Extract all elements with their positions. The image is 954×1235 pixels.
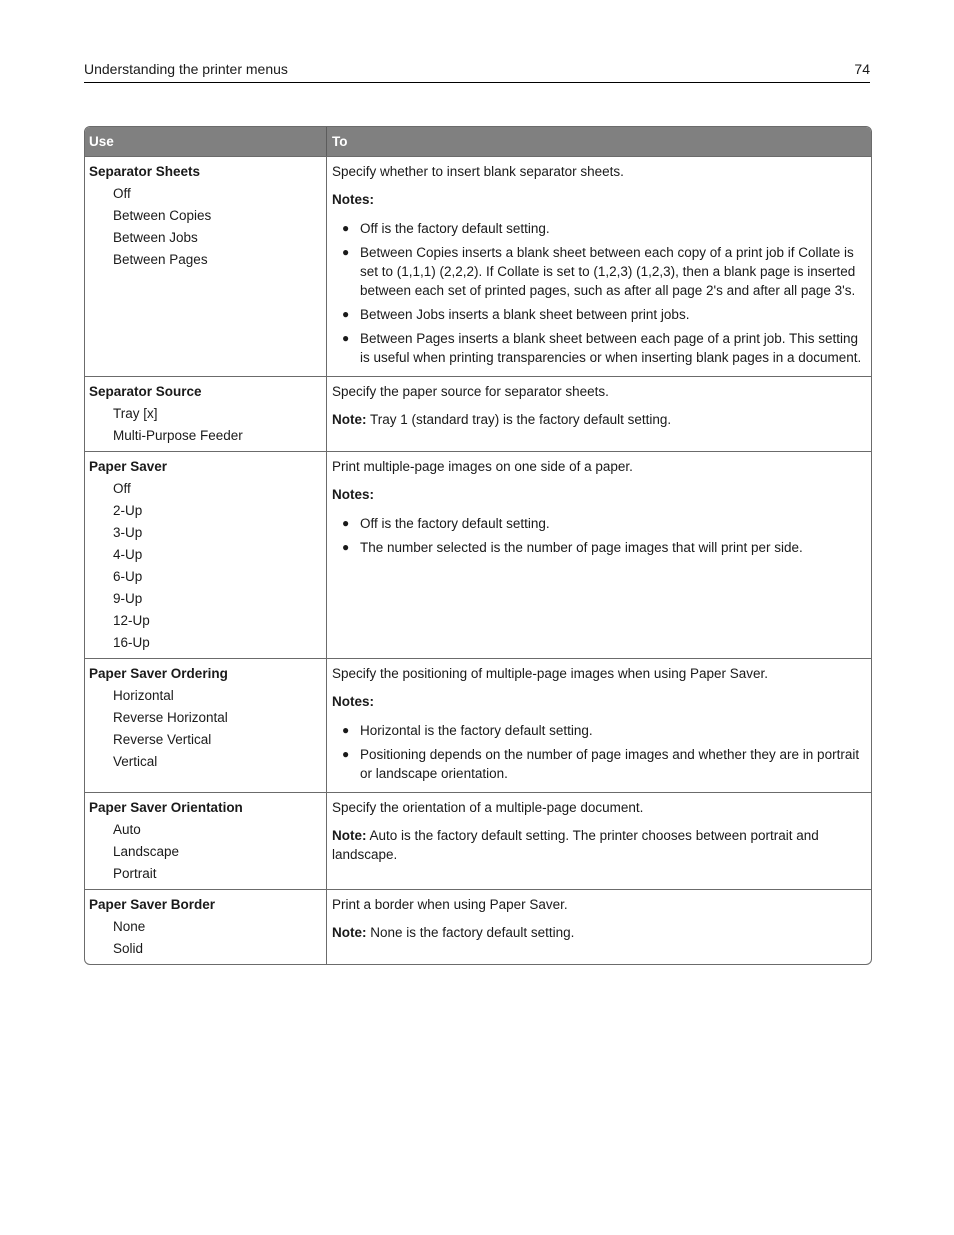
list-item	[332, 305, 865, 324]
setting-option: Portrait	[113, 866, 157, 881]
note-label: Note:	[332, 412, 367, 427]
note-text: Off is the factory default setting.	[360, 221, 550, 236]
column-header-to: To	[332, 134, 348, 149]
bullet-icon: ●	[342, 331, 350, 345]
menu-table	[84, 126, 872, 965]
note	[332, 410, 865, 429]
setting-cell	[85, 890, 327, 964]
description-cell	[327, 890, 871, 964]
notes-label: Notes:	[332, 694, 375, 709]
setting-option: Off	[113, 186, 131, 201]
setting-option: Multi-Purpose Feeder	[113, 428, 243, 443]
table-row	[85, 156, 871, 376]
description-cell	[327, 377, 871, 451]
list-item	[332, 745, 865, 783]
setting-option: Solid	[113, 941, 144, 956]
bullet-icon: ●	[342, 540, 350, 554]
table-row	[85, 792, 871, 889]
setting-name: Separator Source	[89, 384, 202, 399]
notes-label: Notes:	[332, 487, 375, 502]
table-row	[85, 889, 871, 964]
notes-list	[332, 721, 865, 783]
setting-name: Paper Saver Orientation	[89, 800, 243, 815]
bullet-icon: ●	[342, 516, 350, 530]
bullet-icon: ●	[342, 723, 350, 737]
note-text: None is the factory default setting.	[366, 925, 575, 940]
setting-description: Specify the orientation of a multiple-page document.	[332, 800, 644, 815]
list-item	[332, 721, 865, 740]
note-text: The number selected is the number of page images that will print per side.	[360, 540, 803, 555]
page-header	[84, 60, 870, 83]
description-cell	[327, 452, 871, 658]
setting-option: Horizontal	[113, 688, 174, 703]
setting-cell	[85, 452, 327, 658]
list-item	[332, 243, 865, 300]
notes-label: Notes:	[332, 192, 375, 207]
note-text: Between Copies inserts a blank sheet between each copy of a print job if Collate is set to (1,1,1) (2,2,2). If Collate is set to (1,2,3) (1,2,3), then a blank page is inserted between each set of printed pages, such as after all page 2's and after all page 3's.	[360, 245, 856, 298]
bullet-icon: ●	[342, 747, 350, 761]
setting-description: Print multiple-page images on one side of a paper.	[332, 459, 633, 474]
table-row	[85, 658, 871, 792]
list-item	[332, 538, 865, 557]
notes-list	[332, 514, 865, 557]
section-title: Understanding the printer menus	[84, 61, 288, 77]
note	[332, 923, 865, 942]
setting-name: Paper Saver Ordering	[89, 666, 228, 681]
list-item	[332, 514, 865, 533]
setting-option: Between Copies	[113, 208, 212, 223]
column-header-use: Use	[85, 127, 327, 156]
list-item	[332, 219, 865, 238]
setting-description: Specify the positioning of multiple-page images when using Paper Saver.	[332, 666, 769, 681]
setting-cell	[85, 377, 327, 451]
note-text: Between Pages inserts a blank sheet between each page of a print job. This setting is useful when printing transparencies or when inserting blank pages in a document.	[360, 331, 862, 365]
table-row	[85, 376, 871, 451]
list-item	[332, 329, 865, 367]
setting-name: Paper Saver	[89, 459, 168, 474]
note-text: Horizontal is the factory default setting.	[360, 723, 593, 738]
setting-option: Between Jobs	[113, 230, 198, 245]
note-text: Tray 1 (standard tray) is the factory default setting.	[366, 412, 672, 427]
setting-option: Vertical	[113, 754, 158, 769]
table-row	[85, 451, 871, 658]
bullet-icon: ●	[342, 245, 350, 259]
setting-option: Landscape	[113, 844, 180, 859]
note-text: Between Jobs inserts a blank sheet between print jobs.	[360, 307, 690, 322]
note-label: Note:	[332, 828, 367, 843]
note-text: Off is the factory default setting.	[360, 516, 550, 531]
setting-option: 12-Up	[113, 613, 150, 628]
setting-option: Reverse Vertical	[113, 732, 212, 747]
setting-cell	[85, 157, 327, 376]
setting-description: Specify the paper source for separator sheets.	[332, 384, 609, 399]
setting-description: Print a border when using Paper Saver.	[332, 897, 568, 912]
setting-option: 2-Up	[113, 503, 143, 518]
bullet-icon: ●	[342, 307, 350, 321]
table-header	[85, 127, 871, 156]
setting-option: Auto	[113, 822, 141, 837]
setting-option: Reverse Horizontal	[113, 710, 228, 725]
note-text: Auto is the factory default setting. The printer chooses between portrait and landscape.	[332, 828, 819, 862]
notes-list	[332, 219, 865, 367]
setting-option: 6-Up	[113, 569, 143, 584]
setting-option: 16-Up	[113, 635, 150, 650]
setting-description: Specify whether to insert blank separator sheets.	[332, 164, 624, 179]
note-label: Note:	[332, 925, 367, 940]
note	[332, 826, 865, 864]
setting-option: 9-Up	[113, 591, 143, 606]
setting-option: Off	[113, 481, 131, 496]
setting-name: Separator Sheets	[89, 164, 201, 179]
setting-option: Tray [x]	[113, 406, 158, 421]
setting-option: 3-Up	[113, 525, 143, 540]
table-body	[85, 156, 871, 964]
note-text: Positioning depends on the number of page images and whether they are in portrait or landscape orientation.	[360, 747, 860, 781]
setting-cell	[85, 659, 327, 792]
bullet-icon: ●	[342, 221, 350, 235]
setting-name: Paper Saver Border	[89, 897, 216, 912]
description-cell	[327, 659, 871, 792]
description-cell	[327, 157, 871, 376]
setting-cell	[85, 793, 327, 889]
setting-option: Between Pages	[113, 252, 208, 267]
page-number: 74	[854, 61, 870, 77]
setting-option: None	[113, 919, 146, 934]
setting-option: 4-Up	[113, 547, 143, 562]
description-cell	[327, 793, 871, 889]
